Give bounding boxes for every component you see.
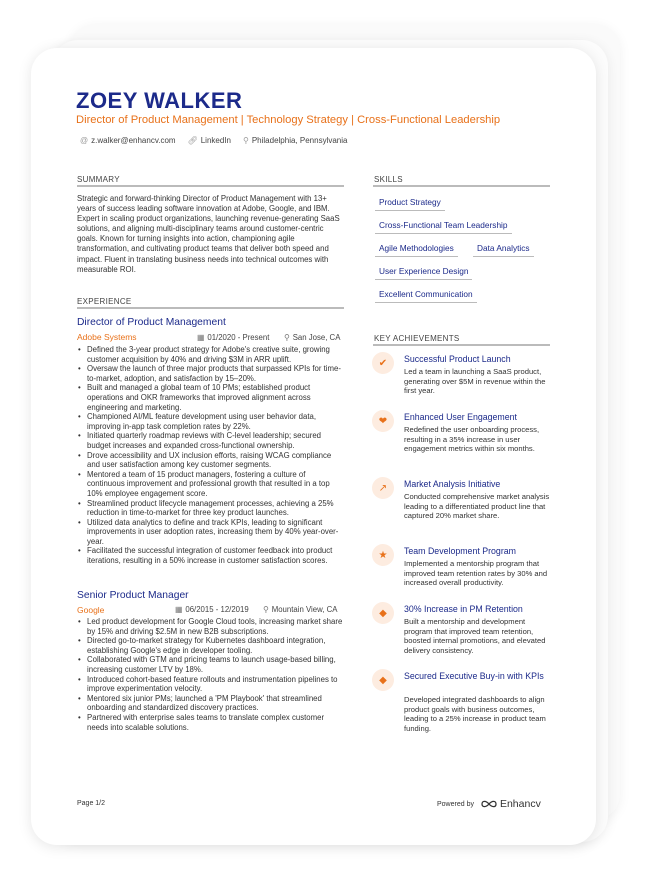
list-item: • Built and managed a global team of 10 PMs; established product operations and OKR frameworks that improved alignment across engineering and marketing. [77,383,345,412]
checkmark-icon: ✔ [372,352,394,374]
skills-divider [373,185,550,187]
list-item: • Mentored a team of 15 product managers, fostering a culture of continuous improvement and professional growth that resulted in a top 10% employee engagement score. [77,470,345,499]
experience-heading: EXPERIENCE [77,297,132,306]
diamond-icon: ◆ [372,602,394,624]
list-item: • Championed AI/ML feature development using user behavior data, improving in-app task completion rates by 22%. [77,412,345,431]
job-dates: ▦ 01/2020 - Present [197,333,270,342]
location-pin-icon: ⚲ [284,333,290,342]
achievement-title: Secured Executive Buy-in with KPIs [404,671,544,681]
achievement-desc: Implemented a mentorship program that improved team retention rates by 30% and increased overall productivity. [404,559,548,588]
star-icon: ★ [372,544,394,566]
skill-tag: Agile Methodologies [375,243,458,257]
list-item: • Collaborated with GTM and pricing teams to launch usage-based billing, increasing customer LTV by 18%. [77,655,345,674]
job-bullets [77,345,345,566]
achievement-title: Market Analysis Initiative [404,479,501,489]
at-icon: @ [80,136,89,145]
list-item: • Oversaw the launch of three major products that surpassed KPIs for time-to-market, adoption, and satisfaction by 15–20%. [77,364,345,383]
brand-name: Enhancv [499,798,541,810]
job-title: Senior Product Manager [77,590,189,601]
achievement-desc: Developed integrated dashboards to align product goals with business outcomes, leading to a 25% increase in product team funding. [404,695,546,733]
job-location: ⚲ San Jose, CA [284,333,341,342]
location-pin-icon: ⚲ [242,136,249,145]
achievement-desc: Built a mentorship and development program that improved team retention, boosted internal promotions, and elevated delivery consistency. [404,617,546,655]
list-item: • Utilized data analytics to define and track KPIs, leading to significant improvements in user adoption rates, increasing them by 40% year-over-year. [77,518,345,547]
list-item: • Streamlined product lifecycle management processes, achieving a 25% reduction in time-to-market for three key product launches. [77,499,345,518]
list-item: • Defined the 3-year product strategy for Adobe's creative suite, growing customer acquisition by 40% and driving $3M in ARR uplift. [77,345,345,364]
job-company: Adobe Systems [77,332,137,342]
achievement-title: 30% Increase in PM Retention [404,604,523,614]
achievement-title: Enhanced User Engagement [404,412,517,422]
skills-heading: SKILLS [374,175,403,184]
location-pin-icon: ⚲ [263,605,269,614]
powered-by[interactable] [437,798,541,810]
list-item: • Drove accessibility and UX inclusion efforts, raising WCAG compliance and user satisfaction among key customer segments. [77,451,345,470]
list-item: • Led product development for Google Cloud tools, increasing market share by 15% and driving $2.5M in new B2B subscriptions. [77,617,345,636]
experience-divider [77,307,344,309]
infinity-icon [480,799,498,809]
achievements-heading: KEY ACHIEVEMENTS [374,334,460,343]
skill-tag: Excellent Communication [375,289,477,303]
calendar-icon: ▦ [197,333,205,342]
job-location: ⚲ Mountain View, CA [263,605,338,614]
summary-heading: SUMMARY [77,175,120,184]
summary-divider [77,185,344,187]
page-number: Page 1/2 [77,800,106,807]
job-title: Director of Product Management [77,317,226,328]
calendar-icon: ▦ [175,605,183,614]
job-company: Google [77,605,105,615]
contact-row [80,136,347,145]
skill-tag: User Experience Design [375,266,472,280]
list-item: • Directed go-to-market strategy for Kubernetes dashboard integration, establishing Google's edge in developer tooling. [77,636,345,655]
achievement-desc: Redefined the user onboarding process, resulting in a 35% increase in user engagement metrics within six months. [404,425,540,454]
achievement-desc: Led a team in launching a SaaS product, generating over $5M in revenue within the first year. [404,367,546,396]
list-item: • Partnered with enterprise sales teams to translate complex customer needs into scalable solutions. [77,713,345,732]
skill-tag: Product Strategy [375,197,445,211]
summary-text: Strategic and forward-thinking Director of Product Management with 13+ years of success leading software innovation at Adobe, Google, and IBM. Expert in scaling product organizations, launching revenue-generating SaaS solutions, and aligning multi-disciplinary teams around customer-centric goals. Known for turning insights into action, championing agile transformation, and cultivating product teams that deliver both speed and impact. Fluent in translating business needs into technical outcomes with measurable ROI. [77,194,340,274]
brand-logo [480,798,541,810]
chart-icon: ↗ [372,477,394,499]
diamond-icon: ◆ [372,669,394,691]
achievement-desc: Conducted comprehensive market analysis leading to a differentiated product line that captured 20% market share. [404,492,550,521]
achievement-title: Team Development Program [404,546,516,556]
candidate-name: ZOEY WALKER [76,88,243,113]
skill-tag: Data Analytics [473,243,534,257]
contact-email[interactable]: @ z.walker@enhancv.com [80,136,176,145]
job-dates: ▦ 06/2015 - 12/2019 [175,605,249,614]
link-icon: 🔗︎ [187,136,198,145]
achievement-title: Successful Product Launch [404,354,511,364]
job-bullets [77,617,345,732]
list-item: • Introduced cohort-based feature rollouts and instrumentation pipelines to improve experimentation velocity. [77,675,345,694]
list-item: • Mentored six junior PMs; launched a 'PM Playbook' that streamlined onboarding and standardized discovery practices. [77,694,345,713]
list-item: • Facilitated the successful integration of customer feedback into product iterations, resulting in a 50% increase in customer satisfaction scores. [77,546,345,565]
contact-location: ⚲ Philadelphia, Pennsylvania [242,136,348,145]
contact-linkedin[interactable]: 🔗︎ LinkedIn [187,136,231,145]
candidate-headline: Director of Product Management | Technology Strategy | Cross-Functional Leadership [76,114,501,126]
powered-by-label: Powered by [437,800,474,808]
heart-icon: ❤ [372,410,394,432]
list-item: • Initiated quarterly roadmap reviews with C-level leadership; secured budget increases and expanded cross-functional ownership. [77,431,345,450]
achievements-divider [373,344,550,346]
skill-tag: Cross-Functional Team Leadership [375,220,512,234]
